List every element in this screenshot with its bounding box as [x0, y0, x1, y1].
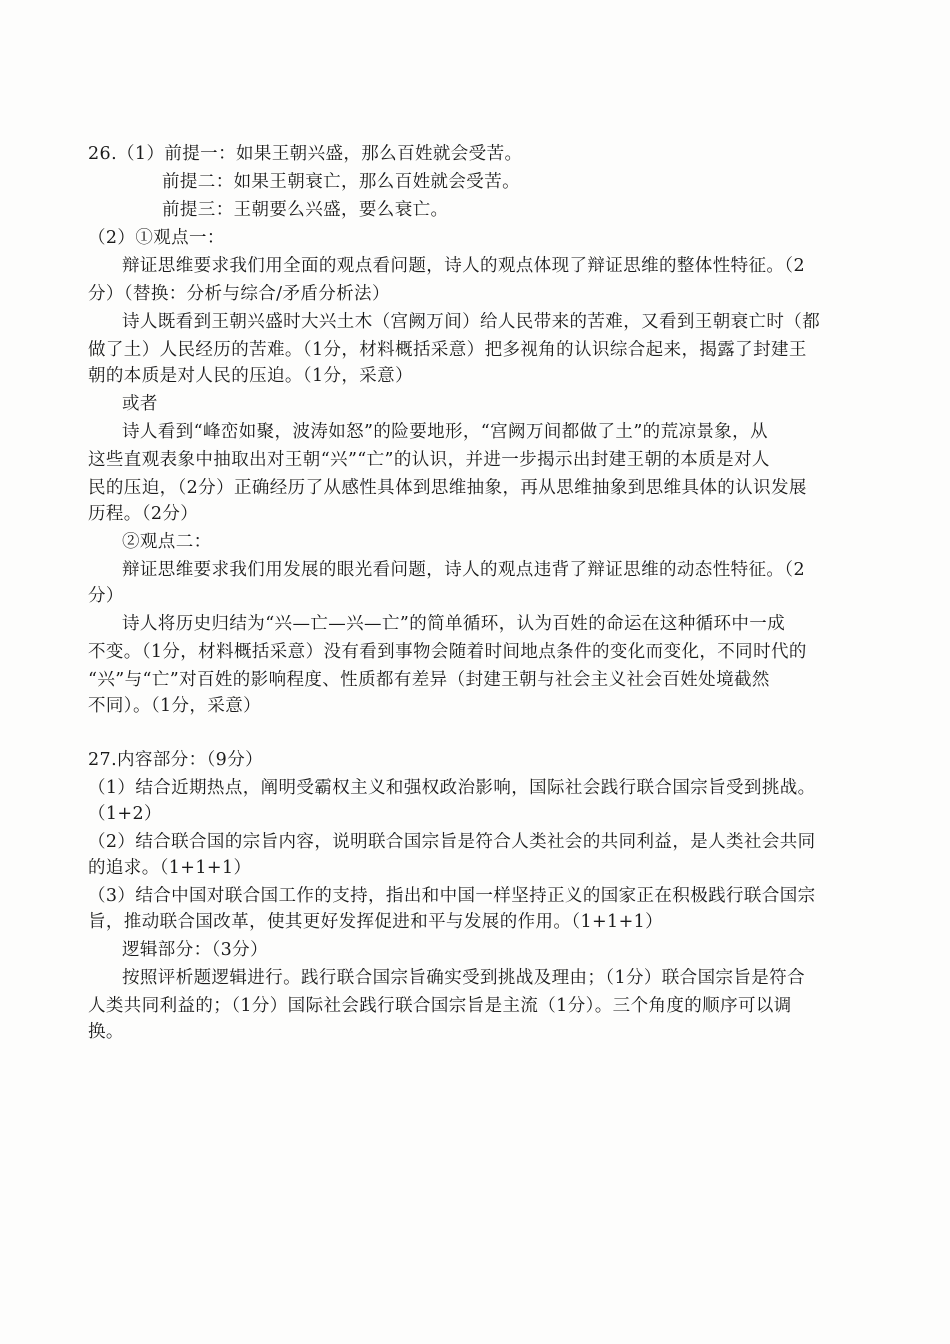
q26-text-line: 辩证思维要求我们用全面的观点看问题，诗人的观点体现了辩证思维的整体性特征。（2 — [122, 256, 805, 276]
q26-text-line: 不变。（1分，材料概括采意）没有看到事物会随着时间地点条件的变化而变化，不同时代的 — [88, 642, 807, 662]
q27-text-line: 按照评析题逻辑进行。践行联合国宗旨确实受到挑战及理由；（1分）联合国宗旨是符合 — [122, 968, 805, 988]
q26-text-line: 诗人既看到王朝兴盛时大兴土木（宫阙万间）给人民带来的苦难，又看到王朝衰亡时（都 — [122, 312, 821, 332]
q26-text-line: 分） — [88, 586, 124, 606]
q26-premise-2: 前提二：如果王朝衰亡，那么百姓就会受苦。 — [162, 172, 520, 192]
q27-heading: 27.内容部分：（9分） — [88, 750, 264, 770]
q26-viewpoint-2-heading: ②观点二： — [122, 532, 212, 552]
q27-logic-heading: 逻辑部分：（3分） — [122, 940, 268, 960]
q27-text-line: 旨，推动联合国改革，使其更好发挥促进和平与发展的作用。（1+1+1） — [88, 912, 664, 932]
q26-text-line: “兴”与“亡”对百姓的影响程度、性质都有差异（封建王朝与社会主义社会百姓处境截然 — [88, 670, 770, 690]
q27-text-line: （1+2） — [88, 804, 162, 824]
q26-viewpoint-1-heading: （2）①观点一： — [88, 228, 225, 248]
q26-text-line: 诗人看到“峰峦如聚，波涛如怒”的险要地形，“宫阙万间都做了土”的荒凉景象，从 — [122, 422, 768, 442]
q26-text-line: 辩证思维要求我们用发展的眼光看问题，诗人的观点违背了辩证思维的动态性特征。（2 — [122, 560, 805, 580]
q27-text-line: （3）结合中国对联合国工作的支持，指出和中国一样坚持正义的国家正在积极践行联合国宗 — [88, 886, 816, 906]
q27-text-line: （1）结合近期热点，阐明受霸权主义和强权政治影响，国际社会践行联合国宗旨受到挑战。 — [88, 778, 816, 798]
q26-text-line: 诗人将历史归结为“兴—亡—兴—亡”的简单循环，认为百姓的命运在这种循环中一成 — [122, 614, 786, 634]
q26-text-line: 不同）。（1分，采意） — [88, 696, 262, 716]
q26-premise-3: 前提三：王朝要么兴盛，要么衰亡。 — [162, 200, 449, 220]
q27-text-line: （2）结合联合国的宗旨内容，说明联合国宗旨是符合人类社会的共同利益，是人类社会共同 — [88, 832, 816, 852]
q26-premise-1: 26.（1）前提一：如果王朝兴盛，那么百姓就会受苦。 — [88, 144, 523, 164]
q26-text-line: 做了土）人民经历的苦难。（1分，材料概括采意）把多视角的认识综合起来，揭露了封建王 — [88, 340, 807, 360]
q26-text-line: 分）（替换：分析与综合/矛盾分析法） — [88, 284, 390, 304]
q26-or-label: 或者 — [122, 394, 158, 414]
q27-text-line: 换。 — [88, 1022, 124, 1042]
q27-text-line: 人类共同利益的；（1分）国际社会践行联合国宗旨是主流（1分）。三个角度的顺序可以调 — [88, 996, 792, 1016]
q26-text-line: 民的压迫，（2分）正确经历了从感性具体到思维抽象，再从思维抽象到思维具体的认识发展 — [88, 478, 807, 498]
q27-text-line: 的追求。（1+1+1） — [88, 858, 252, 878]
q26-text-line: 朝的本质是对人民的压迫。（1分，采意） — [88, 366, 413, 386]
q26-text-line: 历程。（2分） — [88, 504, 199, 524]
q26-text-line: 这些直观表象中抽取出对王朝“兴”“亡”的认识，并进一步揭示出封建王朝的本质是对人 — [88, 450, 770, 470]
